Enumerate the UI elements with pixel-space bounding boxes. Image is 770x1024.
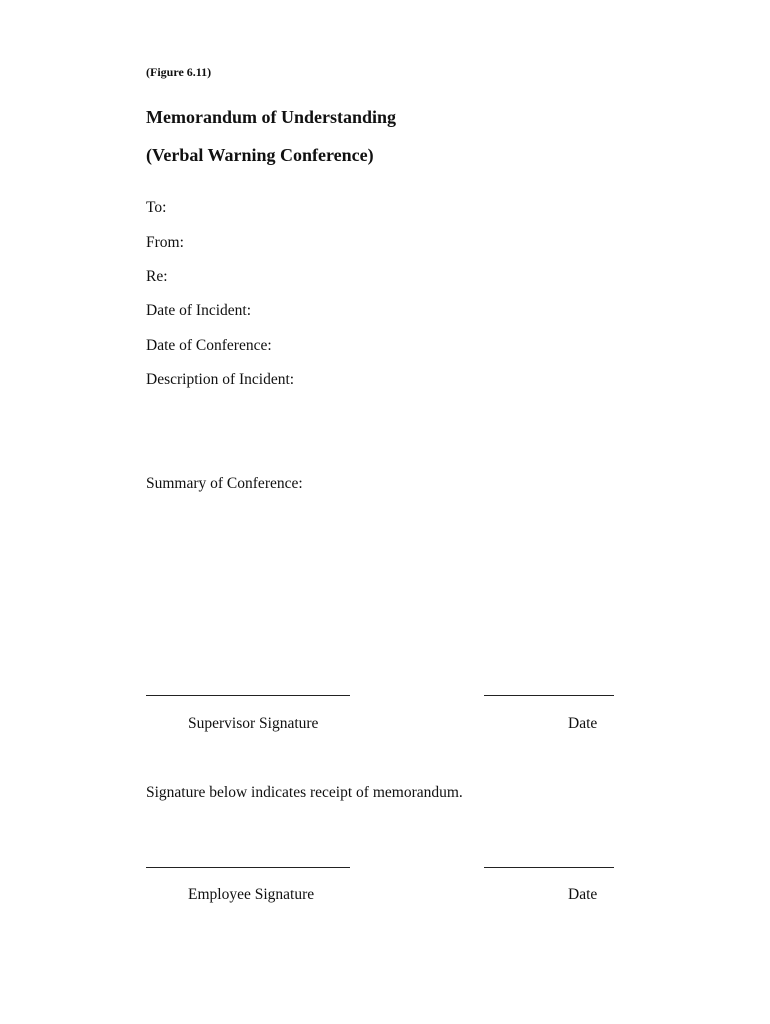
document-subtitle: (Verbal Warning Conference) (146, 145, 374, 165)
field-description-of-incident-label: Description of Incident: (146, 371, 295, 388)
supervisor-signature-line (146, 695, 350, 696)
employee-date-caption: Date (568, 886, 598, 903)
supervisor-date-caption: Date (568, 715, 598, 732)
supervisor-signature-caption: Supervisor Signature (188, 715, 319, 732)
document-title: Memorandum of Understanding (146, 107, 397, 127)
receipt-statement: Signature below indicates receipt of memorandum. (146, 784, 463, 801)
field-summary-of-conference-label: Summary of Conference: (146, 475, 303, 492)
field-date-of-conference-label: Date of Conference: (146, 337, 272, 354)
field-to-label: To: (146, 199, 167, 216)
figure-label: (Figure 6.11) (146, 65, 212, 79)
employee-signature-caption: Employee Signature (188, 886, 315, 903)
supervisor-date-line (484, 695, 614, 696)
employee-signature-line (146, 867, 350, 868)
employee-date-line (484, 867, 614, 868)
field-re-label: Re: (146, 268, 168, 285)
field-from-label: From: (146, 234, 184, 251)
field-date-of-incident-label: Date of Incident: (146, 302, 252, 319)
